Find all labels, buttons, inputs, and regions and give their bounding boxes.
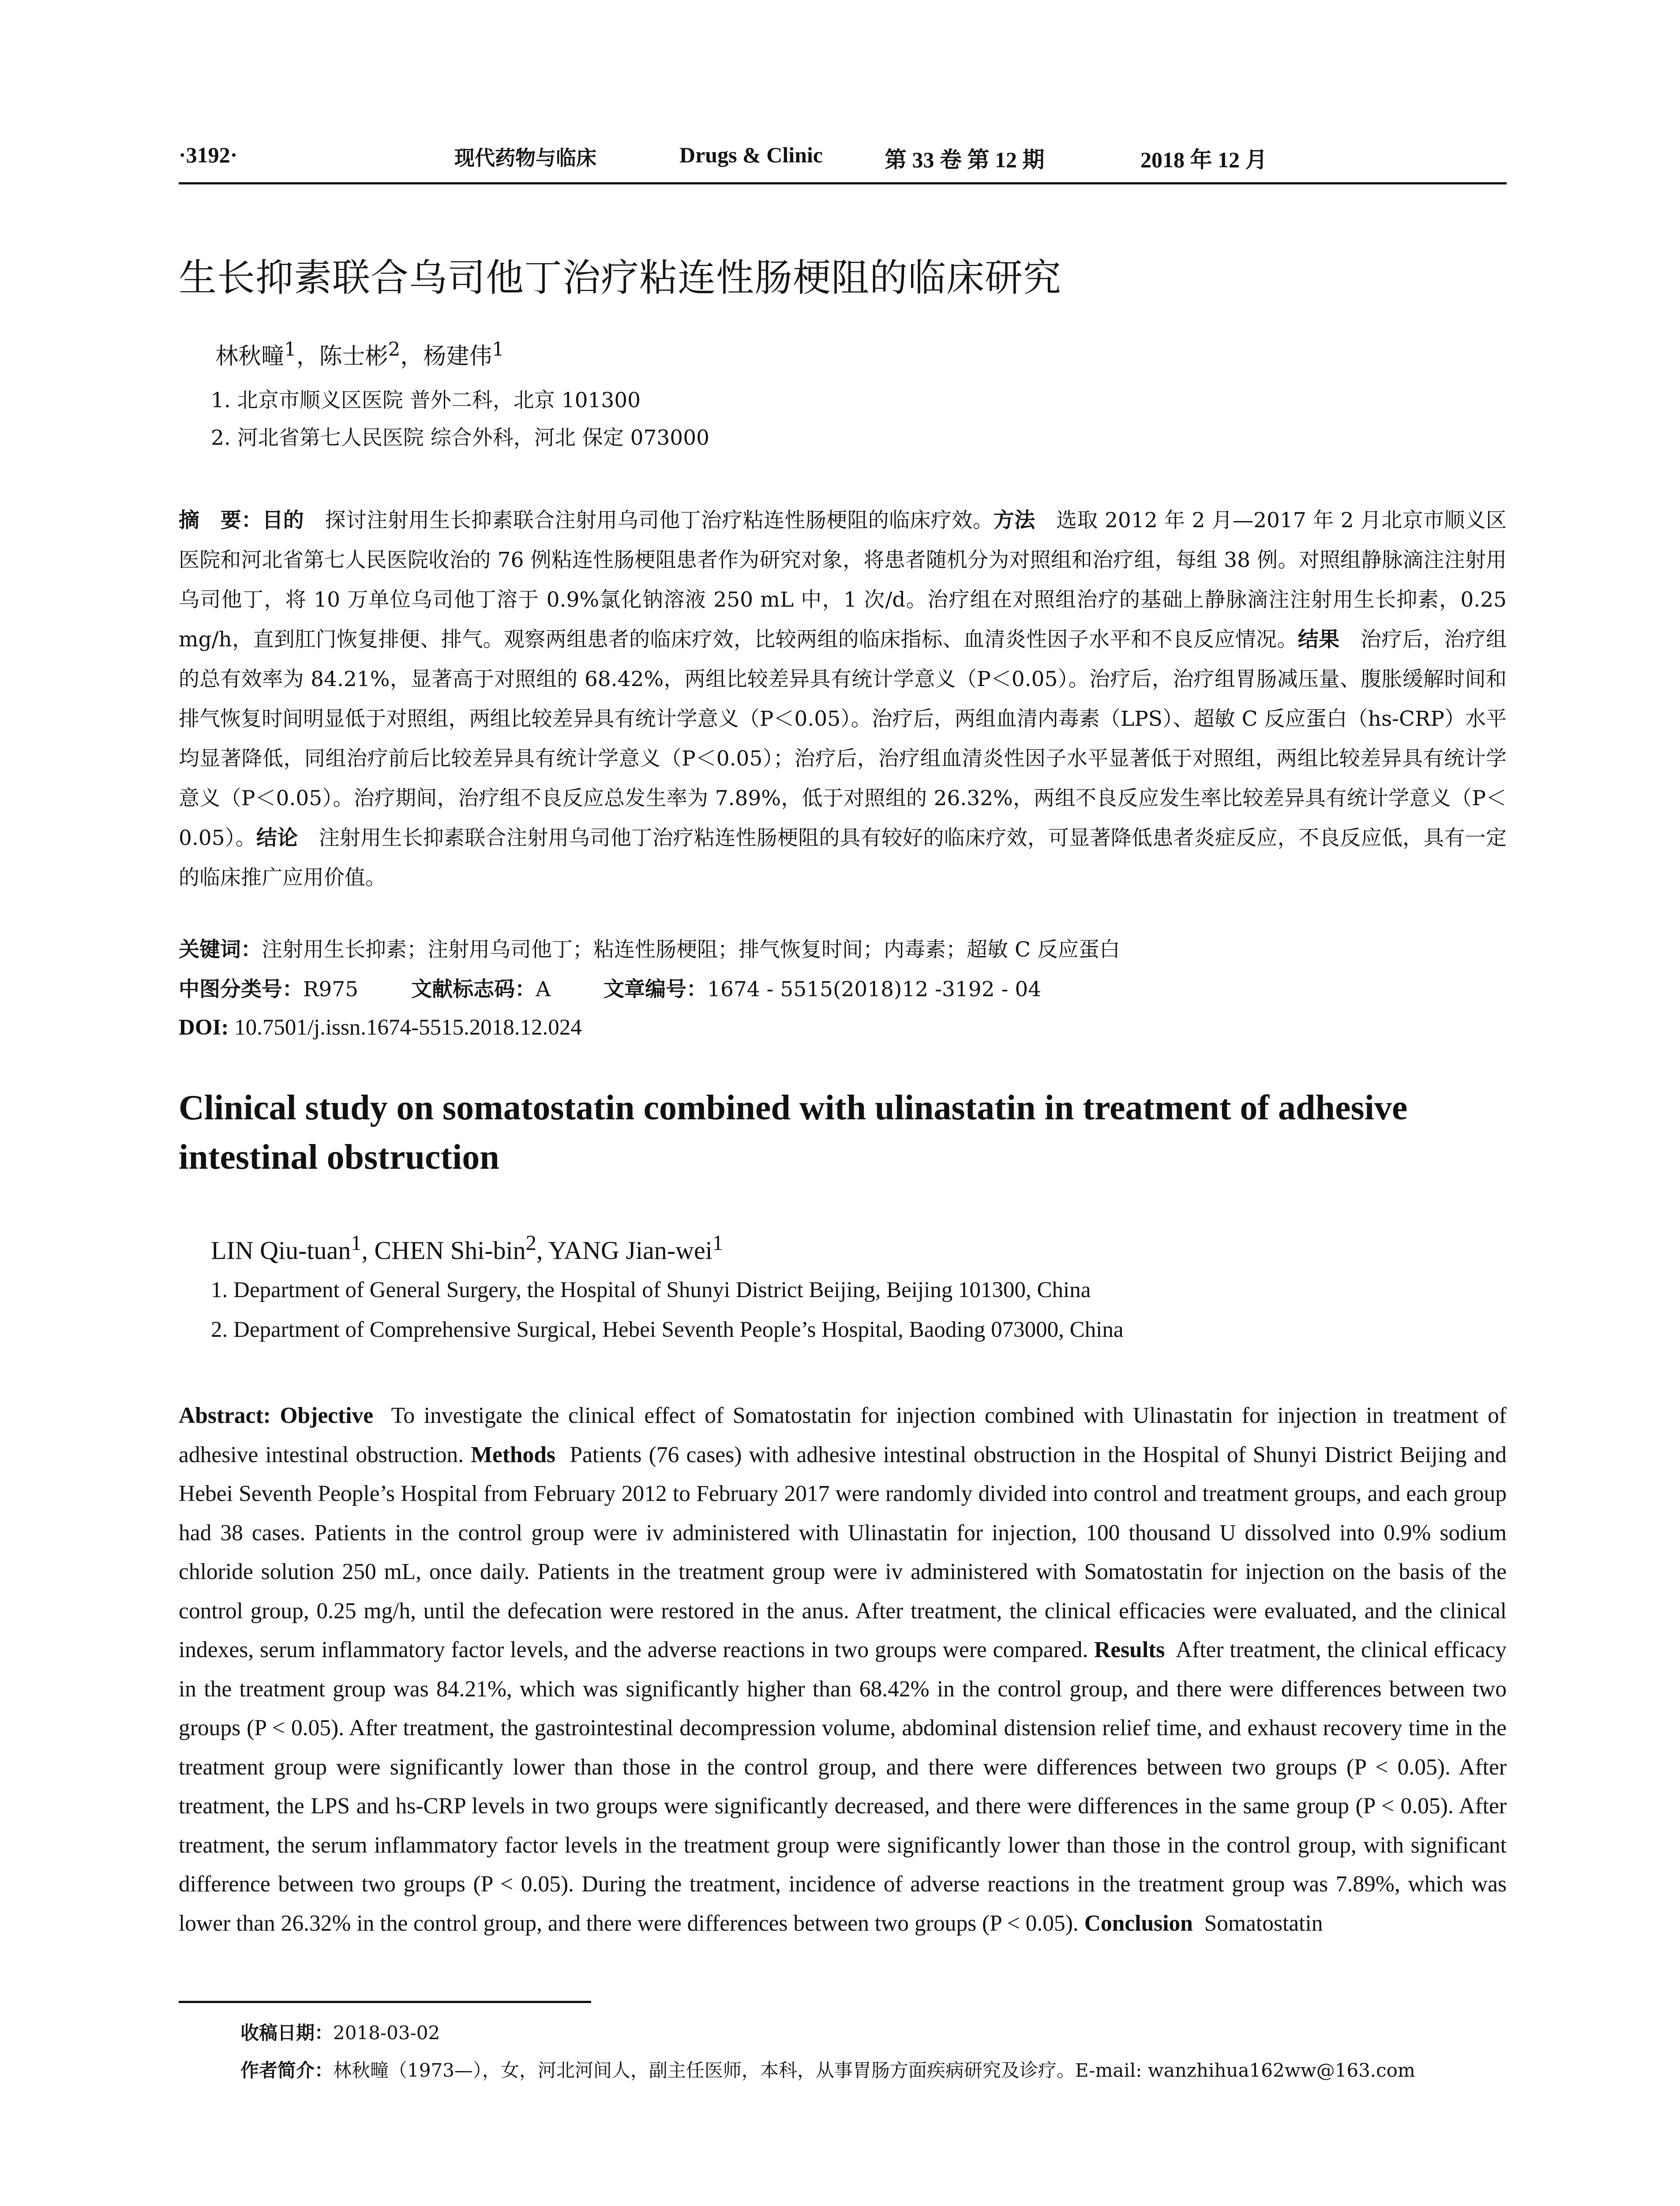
- author-list-cn: 林秋疃$^1$，陈士彬$^2$，杨建伟$^1$: [215, 338, 504, 370]
- author-name: LIN Qiu-tuan: [211, 1236, 351, 1265]
- affiliation-en-2: 2. Department of Comprehensive Surgical, Hebei Seventh People’s Hospital, Baoding 073000, China: [211, 1317, 1124, 1342]
- author-affil-sup: 1: [351, 1231, 362, 1255]
- doc-code-label: 文献标志码：: [411, 977, 536, 1002]
- article-no-label: 文章编号：: [604, 977, 708, 1002]
- author-name: CHEN Shi-bin: [374, 1236, 526, 1265]
- results-label: Results: [1094, 1637, 1165, 1662]
- received-label: 收稿日期：: [240, 2022, 334, 2044]
- clc-value: R975: [303, 977, 359, 1002]
- classification-line: [179, 973, 1041, 1002]
- conclusion-label: 结论: [256, 826, 298, 850]
- footnote-divider: [179, 2001, 591, 2003]
- methods-label: Methods: [471, 1442, 555, 1467]
- abstract-label: Abstract:: [179, 1403, 271, 1428]
- author-name: 林秋疃: [215, 343, 285, 370]
- author-affil-sup: 2: [388, 338, 401, 361]
- issue-date: 2018 年 12 月: [1140, 147, 1268, 172]
- author-affil-sup: 2: [525, 1231, 536, 1255]
- results-label: 结果: [1298, 627, 1340, 652]
- results-text: After treatment, the clinical efficacy in the treatment group was 84.21%, which was significantly higher than 68.42% in the control group, and there were differences between two groups (P < 0.05). After treatment, the gastrointestinal decompression volume, abdominal distension relief time, and exhaust recovery time in the treatment group were significantly lower than those in the control group, and there were differences between two groups (P < 0.05). After treatment, the LPS and hs-CRP levels in two groups were significantly decreased, and there were differences in the same group (P < 0.05). After treatment, the serum inflammatory factor levels in the treatment group were significantly lower than those in the control group, with significant difference between two groups (P < 0.05). During the treatment, incidence of adverse reactions in the treatment group was 7.89%, which was lower than 26.32% in the control group, and there were differences between two groups (P < 0.05).: [179, 1637, 1507, 1936]
- keywords-cn: [179, 933, 1120, 963]
- received-date: 2018-03-02: [333, 2022, 440, 2044]
- abstract-cn: [179, 501, 1507, 898]
- author-name: 杨建伟: [423, 343, 492, 370]
- doi-line: [179, 1015, 582, 1040]
- conclusion-text: Somatostatin: [1204, 1910, 1323, 1936]
- author-bio-label: 作者简介：: [240, 2060, 334, 2081]
- affiliation-en-1: 1. Department of General Surgery, the Hospital of Shunyi District Beijing, Beijing 101300, China: [211, 1278, 1091, 1302]
- volume-issue: 第 33 卷 第 12 期: [885, 147, 1045, 172]
- author-list-en: LIN Qiu-tuan$^1$, CHEN Shi-bin$^2$, YANG Jian-wei$^1$: [211, 1231, 723, 1265]
- abstract-en: [179, 1396, 1507, 1943]
- page-number: ·3192·: [179, 143, 238, 167]
- keywords-label: 关键词：: [179, 938, 262, 962]
- affiliation-cn-2: 2. 河北省第七人民医院 综合外科，河北 保定 073000: [211, 426, 710, 450]
- author-affil-sup: 1: [712, 1231, 723, 1255]
- article-title-cn: 生长抑素联合乌司他丁治疗粘连性肠梗阻的临床研究: [179, 256, 1061, 300]
- methods-label: 方法: [993, 508, 1035, 533]
- article-title-en: Clinical study on somatostatin combined with ulinastatin in treatment of adhesive intestinal obstruction: [179, 1088, 1408, 1177]
- objective-label: 目的: [262, 508, 304, 533]
- results-text: 治疗后，治疗组的总有效率为 84.21%，显著高于对照组的 68.42%，两组比较差异具有统计学意义（P＜0.05）。治疗后，治疗组胃肠减压量、腹胀缓解时间和排气恢复时间明显低于对照组，两组比较差异具有统计学意义（P＜0.05）。治疗后，两组血清内毒素（LPS）、超敏 C 反应蛋白（hs-CRP）水平均显著降低，同组治疗前后比较差异具有统计学意义（P＜0.05）；治疗后，治疗组血清炎性因子水平显著低于对照组，两组比较差异具有统计学意义（P＜0.05）。治疗期间，治疗组不良反应总发生率为 7.89%，低于对照组的 26.32%，两组不良反应发生率比较差异具有统计学意义（P＜0.05）。: [179, 627, 1507, 850]
- author-affil-sup: 1: [284, 338, 296, 361]
- abstract-label: 摘 要：: [179, 508, 262, 533]
- conclusion-label: Conclusion: [1084, 1910, 1193, 1936]
- objective-text: To investigate the clinical effect of Somatostatin for injection combined with Ulinastatin for injection in treatment of adhesive intestinal obstruction.: [179, 1403, 1507, 1467]
- article-no-value: 1674 - 5515(2018)12 -3192 - 04: [707, 977, 1042, 1002]
- journal-name-cn: 现代药物与临床: [454, 146, 596, 170]
- author-bio-text: 林秋疃（1973—），女，河北河间人，副主任医师，本科，从事胃肠方面疾病研究及诊疗。E-mail: wanzhihua162ww@163.com: [333, 2060, 1415, 2081]
- doi-label: DOI:: [179, 1015, 229, 1040]
- footnote-received: [240, 2018, 440, 2045]
- keywords-text: 注射用生长抑素；注射用乌司他丁；粘连性肠梗阻；排气恢复时间；内毒素；超敏 C 反应蛋白: [262, 938, 1120, 962]
- author-name: 陈士彬: [319, 343, 388, 370]
- author-affil-sup: 1: [492, 338, 504, 361]
- clc-label: 中图分类号：: [179, 977, 303, 1002]
- objective-label: Objective: [280, 1403, 374, 1428]
- footnote-author: [240, 2056, 1415, 2082]
- conclusion-text: 注射用生长抑素联合注射用乌司他丁治疗粘连性肠梗阻的具有较好的临床疗效，可显著降低患者炎症反应，不良反应低，具有一定的临床推广应用价值。: [179, 826, 1507, 890]
- affiliation-cn-1: 1. 北京市顺义区医院 普外二科，北京 101300: [211, 388, 641, 413]
- doc-code-value: A: [536, 977, 551, 1002]
- doi-link[interactable]: 10.7501/j.issn.1674-5515.2018.12.024: [234, 1015, 582, 1040]
- methods-text: Patients (76 cases) with adhesive intestinal obstruction in the Hospital of Shunyi District Beijing and Hebei Seventh People’s Hospital from February 2012 to February 2017 were randomly divided into control and treatment groups, and each group had 38 cases. Patients in the control group were iv administered with Ulinastatin for injection, 100 thousand U dissolved into 0.9% sodium chloride solution 250 mL, once daily. Patients in the treatment group were iv administered with Somatostatin for injection on the basis of the control group, 0.25 mg/h, until the defecation were restored in the anus. After treatment, the clinical efficacies were evaluated, and the clinical indexes, serum inflammatory factor levels, and the adverse reactions in two groups were compared.: [179, 1442, 1507, 1662]
- running-header: [179, 140, 1507, 184]
- author-name: YANG Jian-wei: [548, 1236, 712, 1265]
- journal-name-en: Drugs & Clinic: [679, 143, 823, 167]
- methods-text: 选取 2012 年 2 月—2017 年 2 月北京市顺义区医院和河北省第七人民医院收治的 76 例粘连性肠梗阻患者作为研究对象，将患者随机分为对照组和治疗组，每组 38 例。对照组静脉滴注注射用乌司他丁，将 10 万单位乌司他丁溶于 0.9%氯化钠溶液 250 mL 中，1 次/d。治疗组在对照组治疗的基础上静脉滴注注射用生长抑素，0.25 mg/h，直到肛门恢复排便、排气。观察两组患者的临床疗效，比较两组的临床指标、血清炎性因子水平和不良反应情况。: [179, 508, 1507, 652]
- objective-text: 探讨注射用生长抑素联合注射用乌司他丁治疗粘连性肠梗阻的临床疗效。: [325, 508, 994, 533]
